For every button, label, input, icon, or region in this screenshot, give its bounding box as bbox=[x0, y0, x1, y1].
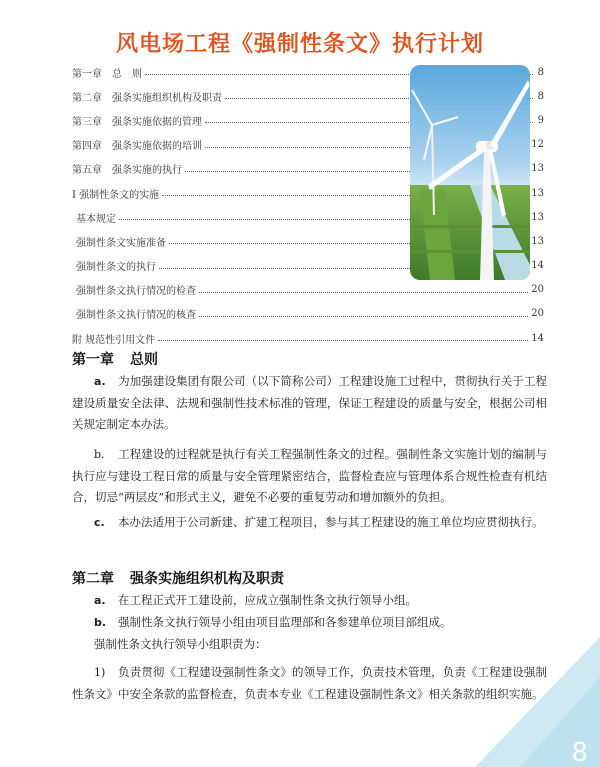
chapter1-para-b bbox=[72, 444, 547, 509]
duty-text: 负责贯彻《工程建设强制性条文》的领导工作，负责技术管理，负责《工程建设强制性条文》中安全条款的监督检查，负责本专业《工程建设强制性条文》相关条款的组织实施。 bbox=[72, 665, 547, 701]
toc-entry-label: 第二章 强条实施组织机构及职责 bbox=[72, 92, 222, 104]
chapter1-name: 总则 bbox=[130, 352, 158, 368]
duty-marker: 1) bbox=[94, 666, 106, 679]
toc-entry-label: 附 规范性引用文件 bbox=[72, 334, 156, 346]
toc-entry-page: 8 bbox=[537, 66, 544, 78]
toc-entry-label: I 强制性条文的实施 bbox=[72, 189, 160, 201]
toc-entry-page: 9 bbox=[537, 114, 544, 126]
chapter1-heading bbox=[72, 349, 158, 369]
para-text: 为加强建设集团有限公司（以下简称公司）工程建设施工过程中，贯彻执行关于工程建设质量安全法律、法规和强制性技术标准的管理，保证工程建设的质量与安全，根据公司相关规定制定本办法。 bbox=[72, 374, 547, 431]
chapter1-para-a bbox=[72, 371, 547, 436]
toc-entry-label: 基本规定 bbox=[76, 213, 116, 225]
toc-entry-page: 13 bbox=[531, 187, 544, 199]
para-marker: c. bbox=[94, 516, 105, 529]
toc-entry-label: 强制性条文的执行 bbox=[76, 262, 156, 274]
toc-entry-label: 第五章 强条实施的执行 bbox=[72, 165, 182, 177]
toc-entry-page: 14 bbox=[531, 260, 544, 272]
item-text: 在工程正式开工建设前，应成立强制性条文执行领导小组。 bbox=[118, 593, 417, 607]
toc-entry-page: 12 bbox=[531, 139, 544, 151]
item-marker: b. bbox=[94, 616, 107, 629]
para-marker: b. bbox=[94, 448, 105, 461]
chapter2-heading bbox=[72, 568, 284, 588]
para-text: 工程建设的过程就是执行有关工程强制性条文的过程。强制性条文实施计划的编制与执行应与建设工程日常的质量与安全管理紧密结合，监督检查应与管理体系合规性检查有机结合，切忌“两层皮”和形式主义，避免不必要的重复劳动和增加额外的负担。 bbox=[72, 447, 547, 504]
toc-entry-page: 14 bbox=[531, 332, 544, 344]
chapter2-item-b bbox=[72, 612, 547, 634]
toc-leader-dots bbox=[199, 316, 528, 317]
chapter2-number: 第二章 bbox=[72, 571, 114, 587]
toc-leader-dots bbox=[158, 340, 528, 341]
duties-intro: 强制性条文执行领导小组职责为： bbox=[94, 637, 267, 651]
item-text: 强制性条文执行领导小组由项目监理部和各参建单位项目部组成。 bbox=[118, 615, 452, 629]
toc-entry-page: 13 bbox=[531, 163, 544, 175]
chapter1-para-c bbox=[72, 512, 547, 534]
chapter1-number: 第一章 bbox=[72, 352, 114, 368]
toc-entry[interactable] bbox=[72, 326, 544, 350]
para-marker: a. bbox=[94, 375, 106, 388]
toc-entry-label: 强制性条文执行情况的检查 bbox=[76, 286, 196, 298]
toc-entry[interactable] bbox=[72, 278, 544, 302]
toc-entry-label: 强制性条文执行情况的核查 bbox=[76, 310, 196, 322]
toc-leader-dots bbox=[199, 292, 528, 293]
toc-entry-page: 20 bbox=[531, 284, 544, 296]
para-text: 本办法适用于公司新建、扩建工程项目，参与其工程建设的施工单位均应贯彻执行。 bbox=[118, 515, 544, 529]
toc-entry-page: 8 bbox=[537, 90, 544, 102]
toc-entry-label: 第三章 强条实施依据的管理 bbox=[72, 116, 202, 128]
toc-entry-page: 13 bbox=[531, 211, 544, 223]
item-marker: a. bbox=[94, 594, 106, 607]
chapter2-name: 强条实施组织机构及职责 bbox=[130, 571, 284, 587]
page-number: 8 bbox=[571, 738, 588, 767]
toc-entry-label: 第一章 总 则 bbox=[72, 68, 142, 80]
toc-entry-page: 20 bbox=[531, 308, 544, 320]
page-corner-decoration bbox=[450, 637, 600, 767]
toc-entry-page: 13 bbox=[531, 235, 544, 247]
wind-turbine-photo bbox=[410, 65, 530, 280]
toc-entry-label: 第四章 强条实施依据的培训 bbox=[72, 141, 202, 153]
document-title: 风电场工程《强制性条文》执行计划 bbox=[115, 32, 484, 57]
toc-entry[interactable] bbox=[72, 302, 544, 326]
chapter2-item-a bbox=[72, 590, 547, 612]
toc-entry-label: 强制性条文实施准备 bbox=[76, 237, 166, 249]
